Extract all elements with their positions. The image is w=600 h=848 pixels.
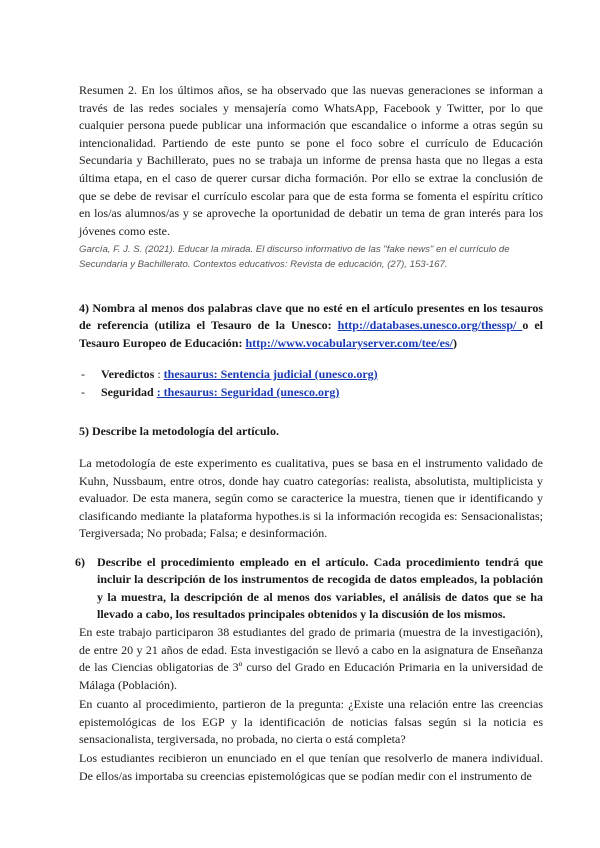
question-6-number: 6) <box>75 555 85 569</box>
procedimiento-section <box>79 696 543 749</box>
resumen-section <box>79 82 543 240</box>
question-4-text-c: ) <box>453 335 457 350</box>
question-5-heading: 5) Describe la metodología del artículo. <box>79 424 279 438</box>
resumen-paragraph: Resumen 2. En los últimos años, se ha observado que las nuevas generaciones se informan a través de las redes sociales y mensajería como WhatsApp, Facebook y Twitter, por lo que cualquier persona puede publicar una información que escandalice o informe a otras según su intencionalidad. Partiendo de este punto se pone el foco sobre el currículo de Educación Secundaria y Bachillerato, pues no se trabaja un informe de prensa hasta que no llegas a esta última etapa, en el caso de querer cursar dicha formación. Por ello se extrae la conclusión de que se debe de revisar el currículo escolar para que de esta forma se fomenta el espíritu crítico en los/as alumnos/as y se aproveche la oportunidad de debatir un tema de gran interés para los jóvenes como este. <box>79 83 543 238</box>
metodologia-section <box>79 455 543 543</box>
keyword-list <box>79 365 543 401</box>
keyword-link[interactable]: : thesaurus: Seguridad (unesco.org) <box>156 385 340 399</box>
question-4 <box>79 300 543 352</box>
procedimiento-paragraph: En cuanto al procedimiento, partieron de la pregunta: ¿Existe una relación entre las creencias epistemológicas de los EGP y la identificación de noticias falsas según si la noticia es sensacionalista, tergiversada, no probada, no cierta o está completa? <box>79 697 543 747</box>
keyword-term: Seguridad <box>101 385 154 399</box>
metodologia-paragraph: La metodología de este experimento es cualitativa, pues se basa en el instrumento validado de Kuhn, Nussbaum, entre otros, donde hay cuatro categorías: realista, absolutista, multiplicista y evaluador. De esta manera, según como se caracterice la muestra, tienen que ir identificando y clasificando mediante la plataforma hypothes.is si la información recogida es: Sensacionalistas; Tergiversada; No probada; Falsa; e desinformación. <box>79 456 543 541</box>
question-4-text-a: 4) Nombra al menos dos palabras clave que no esté en el artículo presentes en los tesauros de referencia (utiliza el Tesauro de la Unesco: <box>79 301 543 333</box>
question-4-heading <box>79 300 543 352</box>
citation-reference: García, F. J. S. (2021). Educar la mirada. El discurso informativo de las "fake news" en el currículo de Secundaria y Bachillerato. Contextos educativos: Revista de educación, (27), 153-167. <box>79 244 510 270</box>
keyword-term: Veredictos <box>101 367 155 381</box>
question-4-text-b: o el Tesauro Europeo de Educación: <box>79 318 543 350</box>
keyword-item-seguridad <box>79 383 543 401</box>
question-5 <box>79 423 543 440</box>
question-6 <box>75 554 543 624</box>
unesco-thesaurus-link[interactable]: http://databases.unesco.org/thessp/ <box>337 318 523 333</box>
question-6-heading <box>75 554 543 624</box>
citation-section <box>79 242 543 272</box>
question-6-text: Describe el procedimiento empleado en el artículo. Cada procedimiento tendrá que incluir la descripción de los instrumentos de recogida de datos empleados, la población y la muestra, la descripción de al menos dos variables, el análisis de datos que se ha llevado a cabo, los resultados principales obtenidos y la discusión de los mismos. <box>97 555 543 622</box>
european-thesaurus-link[interactable]: http://www.vocabularyserver.com/tee/es/ <box>245 335 453 350</box>
keyword-item-veredictos <box>79 365 543 383</box>
estudiantes-paragraph: Los estudiantes recibieron un enunciado en el que tenían que resolverlo de manera individual. De ellos/as importaba su creencias epistemológicas que se podían medir con el instrumento de <box>79 751 543 783</box>
muestra-paragraph: En este trabajo participaron 38 estudiantes del grado de primaria (muestra de la investigación), de entre 20 y 21 años de edad. Esta investigación se llevó a cabo en la asignatura de Enseñanza de las Ciencias obligatorias de 3º curso del Grado en Educación Primaria en la universidad de Málaga (Población). <box>79 625 543 692</box>
muestra-section <box>79 624 543 694</box>
estudiantes-section <box>79 750 543 785</box>
bullet-dash: - <box>81 385 85 399</box>
keyword-separator: : <box>154 367 164 381</box>
bullet-dash: - <box>81 367 85 381</box>
keyword-link[interactable]: thesaurus: Sentencia judicial (unesco.org) <box>163 367 378 381</box>
